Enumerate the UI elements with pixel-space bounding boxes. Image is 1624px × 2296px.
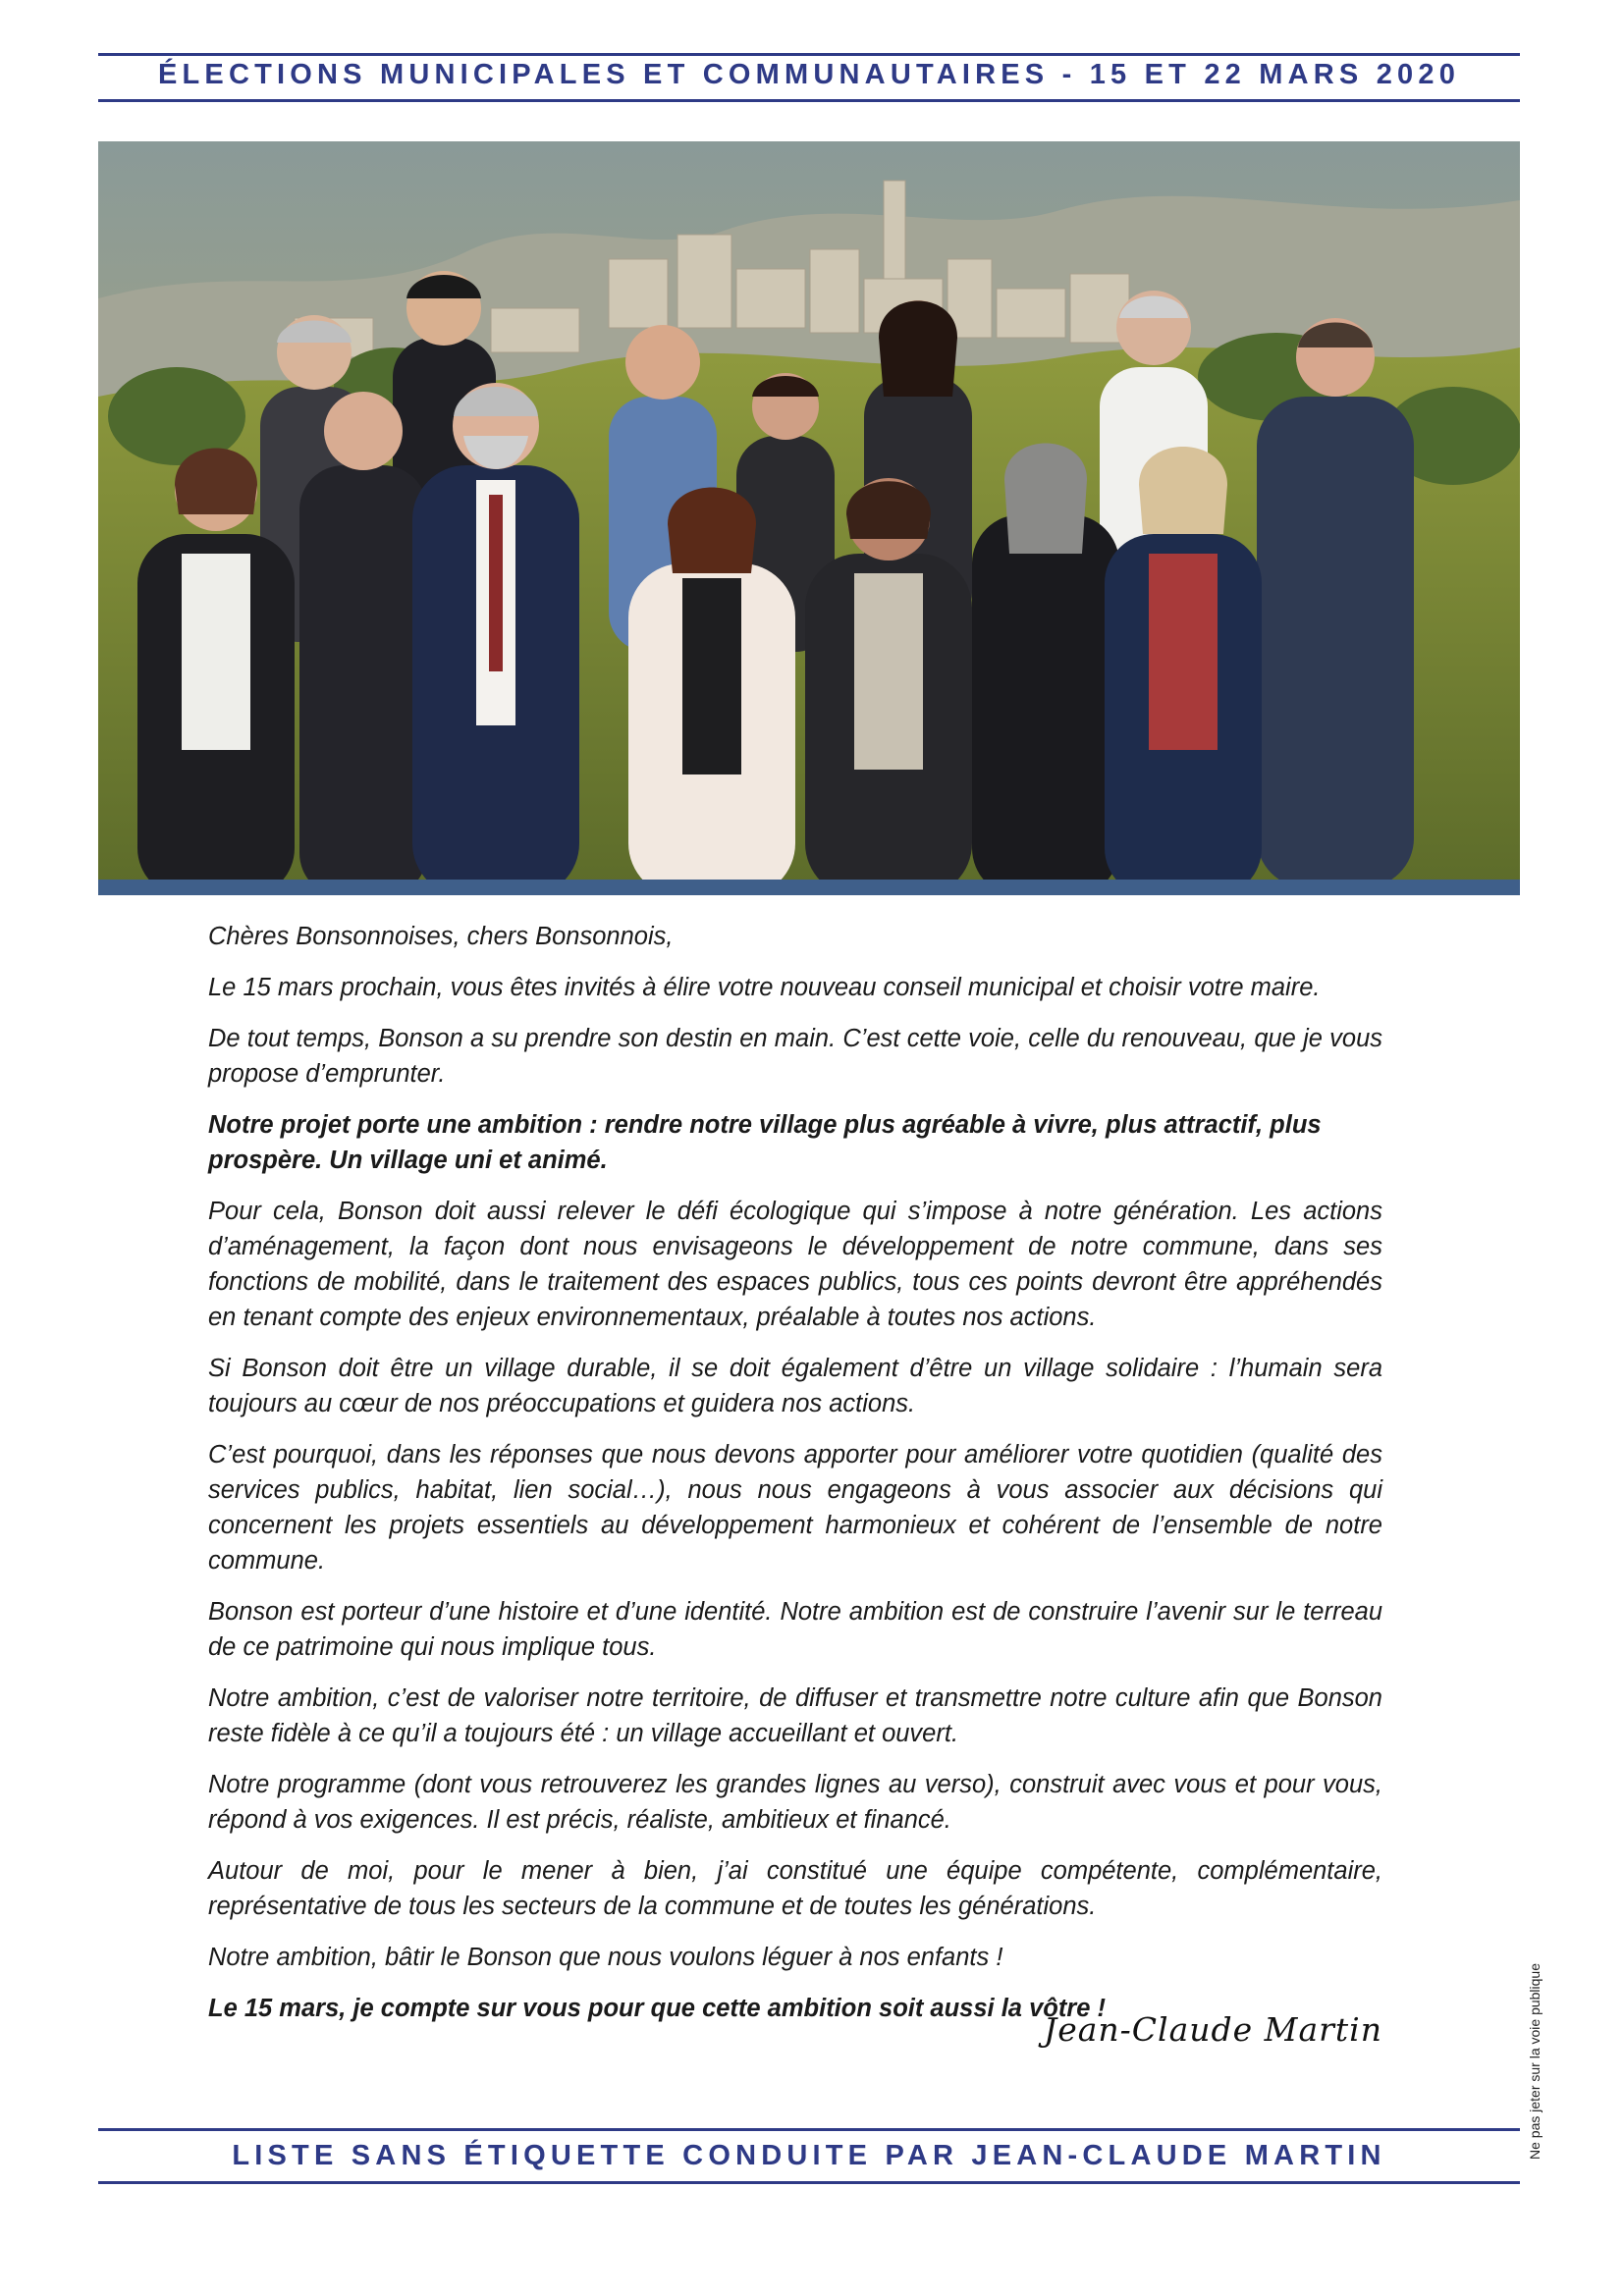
letter-paragraph-bold: Notre projet porte une ambition : rendre notre village plus agréable à vivre, plus attractif, plus prospère. Un village uni et animé. [208, 1111, 1322, 1174]
side-note [1527, 1953, 1544, 2160]
letter-body [208, 919, 1382, 2042]
letter-paragraph: Pour cela, Bonson doit aussi relever le défi écologique qui s’impose à notre génération. Les actions d’aménagement, la façon dont nous envisageons le développement de notre commune, dans ses fonctions de mobilité, dans le traitement des espaces publics, tous ces points devront être appréhendés en tenant compte des enjeux environnementaux, préalable à toutes nos actions. [208, 1198, 1382, 1331]
footer-bottom-rule [98, 2181, 1520, 2184]
header-bottom-rule [98, 99, 1520, 102]
letter-paragraph: Notre ambition, bâtir le Bonson que nous voulons léguer à nos enfants ! [208, 1944, 1003, 1971]
header-top-rule [98, 53, 1520, 56]
team-photo [98, 141, 1520, 895]
letter-paragraph: De tout temps, Bonson a su prendre son destin en main. C’est cette voie, celle du renouveau, que je vous propose d’emprunter. [208, 1025, 1382, 1088]
letter-closing-bold: Le 15 mars, je compte sur vous pour que cette ambition soit aussi la vôtre ! [208, 1995, 1107, 2022]
letter-paragraph: Le 15 mars prochain, vous êtes invités à élire votre nouveau conseil municipal et choisir votre maire. [208, 974, 1321, 1001]
letter-paragraph: Notre ambition, c’est de valoriser notre territoire, de diffuser et transmettre notre culture afin que Bonson reste fidèle à ce qu’il a toujours été : un village accueillant et ouvert. [208, 1684, 1382, 1747]
footer-top-rule [98, 2128, 1520, 2131]
side-note-text: Ne pas jeter sur la voie publique [1527, 1962, 1543, 2160]
letter-greeting: Chères Bonsonnoises, chers Bonsonnois, [208, 923, 674, 950]
letter-paragraph: Autour de moi, pour le mener à bien, j’ai constitué une équipe compétente, complémentaire, représentative de tous les secteurs de la commune et de toutes les générations. [208, 1857, 1382, 1920]
header-title: ÉLECTIONS MUNICIPALES ET COMMUNAUTAIRES - 15 ET 22 MARS 2020 [157, 59, 1461, 90]
letter-paragraph: C’est pourquoi, dans les réponses que nous devons apporter pour améliorer votre quotidien (qualité des services publics, habitat, lien social…), nous nous engageons à vous associer aux décisions qui concernent les projets essentiels au développement harmonieux et cohérent de l’ensemble de notre commune. [208, 1441, 1382, 1575]
letter-paragraph: Notre programme (dont vous retrouverez les grandes lignes au verso), construit avec vous et pour vous, répond à vos exigences. Il est précis, réaliste, ambitieux et financé. [208, 1771, 1382, 1834]
letter-paragraph: Bonson est porteur d’une histoire et d’une identité. Notre ambition est de construire l’avenir sur le terreau de ce patrimoine qui nous implique tous. [208, 1598, 1382, 1661]
letter-paragraph: Si Bonson doit être un village durable, il se doit également d’être un village solidaire : l’humain sera toujours au cœur de nos préoccupations et guidera nos actions. [208, 1355, 1382, 1417]
footer-title: LISTE SANS ÉTIQUETTE CONDUITE PAR JEAN-CLAUDE MARTIN [232, 2140, 1386, 2171]
signature: Jean-Claude Martin [1043, 2010, 1382, 2049]
